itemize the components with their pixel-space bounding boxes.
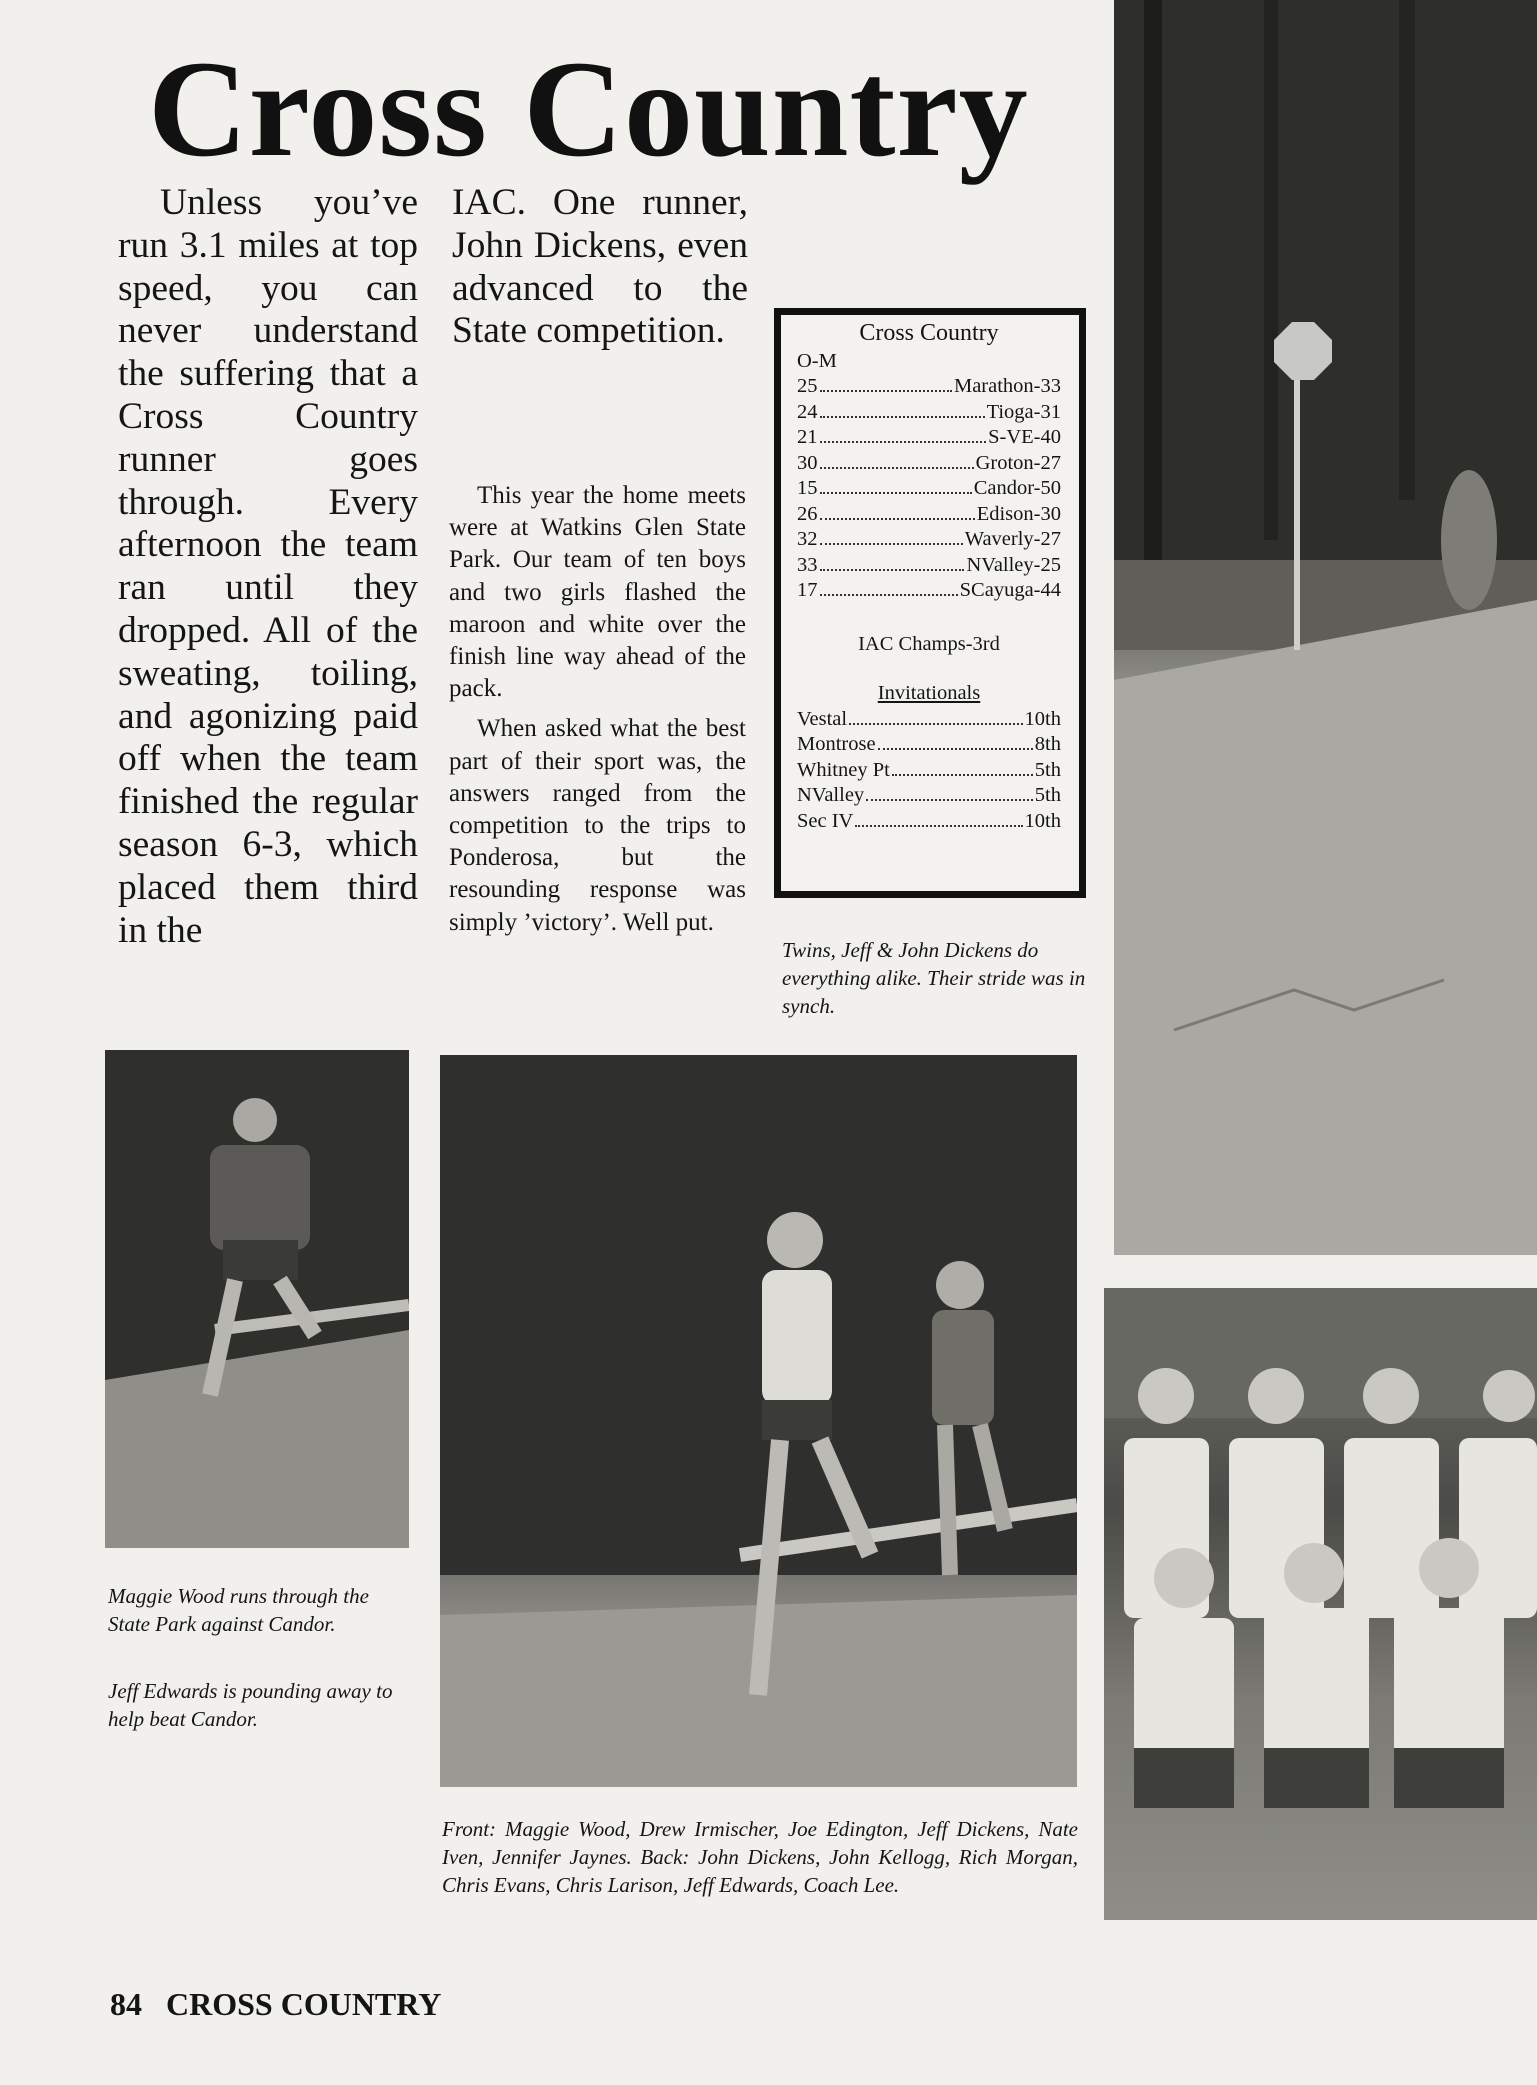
invitational-row bbox=[797, 809, 1061, 835]
dot-leader bbox=[820, 467, 974, 469]
invitationals-title: Invitationals bbox=[877, 682, 981, 704]
meet-row-left: 33 bbox=[797, 553, 818, 576]
caption-twins: Twins, Jeff & John Dickens do everything alike. Their stride was in synch. bbox=[782, 938, 1086, 1018]
caption-maggie: Maggie Wood runs through the State Park against Candor. bbox=[108, 1584, 369, 1636]
invitational-row-right: 5th bbox=[1034, 758, 1061, 781]
dot-leader bbox=[892, 774, 1033, 776]
meet-row-right: Groton-27 bbox=[975, 451, 1061, 474]
dot-leader bbox=[820, 441, 987, 443]
caption-team: Front: Maggie Wood, Drew Irmischer, Joe Edington, Jeff Dickens, Nate Iven, Jennifer Jaynes. Back: John Dickens, John Kellogg, Rich Morgan, Chris Evans, Chris Larison, Jeff Edwards, Coach Lee. bbox=[442, 1817, 1078, 1897]
dot-leader bbox=[855, 825, 1022, 827]
meet-row-right: Candor-50 bbox=[973, 477, 1061, 499]
meet-row-left: 26 bbox=[797, 502, 818, 525]
invitational-row bbox=[797, 758, 1061, 784]
invitational-row bbox=[797, 732, 1061, 758]
meet-row-right: Edison-30 bbox=[976, 502, 1061, 525]
meet-row-right: SCayuga-44 bbox=[959, 579, 1061, 601]
meet-row-left: 15 bbox=[797, 477, 818, 499]
section-label: CROSS COUNTRY bbox=[166, 1986, 442, 2022]
invitational-row bbox=[797, 707, 1061, 733]
meet-row bbox=[797, 425, 1061, 451]
invitational-row-right: 5th bbox=[1034, 784, 1061, 806]
meet-row bbox=[797, 502, 1061, 528]
story-column-1 bbox=[118, 182, 418, 952]
meet-row bbox=[797, 527, 1061, 553]
story-column-2-large: IAC. One runner, John Dickens, even advanced to the State competition. bbox=[452, 182, 748, 352]
dot-leader bbox=[849, 723, 1022, 725]
photo-maggie bbox=[105, 1050, 409, 1548]
invitationals-list bbox=[797, 707, 1061, 835]
twins-photo-art bbox=[1114, 0, 1537, 1255]
dot-leader bbox=[820, 492, 972, 494]
scoreboard-box bbox=[774, 308, 1086, 898]
dot-leader bbox=[820, 518, 975, 520]
story-paragraph: When asked what the best part of their sport was, the answers ranged from the competition to the trips to Ponderosa, but the resounding response was simply ’victory’. Well put. bbox=[449, 715, 746, 936]
story-column-2 bbox=[449, 480, 746, 939]
dot-leader bbox=[878, 748, 1033, 750]
meet-row-right: Tioga-31 bbox=[986, 400, 1061, 423]
meet-row bbox=[797, 578, 1061, 604]
page-title: Cross Country bbox=[148, 32, 1029, 185]
dot-leader bbox=[820, 416, 985, 418]
meet-row-left: 32 bbox=[797, 528, 818, 550]
meet-row-left: 30 bbox=[797, 451, 818, 474]
invitational-row-right: 8th bbox=[1034, 733, 1061, 755]
page-number: 84 bbox=[110, 1986, 142, 2022]
meet-results-list bbox=[797, 374, 1061, 604]
scoreboard-header: O-M bbox=[797, 349, 837, 372]
dot-leader bbox=[820, 543, 963, 545]
story-paragraph: This year the home meets were at Watkins Glen State Park. Our team of ten boys and two girls flashed the maroon and white over the finish line way ahead of the pack. bbox=[449, 482, 746, 703]
meet-row bbox=[797, 553, 1061, 579]
invitational-row-left: Vestal bbox=[797, 707, 848, 730]
meet-row-left: 25 bbox=[797, 375, 818, 397]
photo-jeff-edwards bbox=[440, 1055, 1077, 1787]
meet-row-right: S-VE-40 bbox=[988, 426, 1061, 448]
meet-row-right: NValley-25 bbox=[966, 553, 1061, 576]
meet-row-right: Marathon-33 bbox=[953, 375, 1061, 397]
dot-leader bbox=[820, 569, 965, 571]
meet-row-left: 17 bbox=[797, 579, 818, 601]
dot-leader bbox=[866, 799, 1033, 801]
jeff-photo-art bbox=[440, 1055, 1077, 1787]
team-photo-art bbox=[1104, 1288, 1537, 1920]
meet-row bbox=[797, 374, 1061, 400]
invitational-row-left: NValley bbox=[797, 784, 865, 806]
invitational-row-left: Whitney Pt bbox=[797, 758, 890, 781]
invitational-row bbox=[797, 783, 1061, 809]
meet-row bbox=[797, 400, 1061, 426]
meet-row-left: 21 bbox=[797, 426, 818, 448]
maggie-photo-art bbox=[105, 1050, 409, 1548]
meet-row bbox=[797, 451, 1061, 477]
dot-leader bbox=[820, 594, 958, 596]
meet-row-right: Waverly-27 bbox=[964, 528, 1061, 550]
scoreboard-title: Cross Country bbox=[859, 320, 999, 346]
invitational-row-left: Montrose bbox=[797, 733, 876, 755]
meet-row bbox=[797, 476, 1061, 502]
invitational-row-right: 10th bbox=[1024, 809, 1061, 832]
iac-result: IAC Champs-3rd bbox=[858, 632, 1000, 655]
page-footer bbox=[110, 1986, 441, 2023]
invitational-row-right: 10th bbox=[1024, 707, 1061, 730]
dot-leader bbox=[820, 390, 952, 392]
story-col1-text: Unless you’ve run 3.1 miles at top speed, you can never understand the suffering that a Cross Country runner goes through. Every afternoon the team ran until they dropped. All of the sweating, toiling, and agonizing paid off when the team finished the regular season 6-3, which placed them third in the bbox=[118, 182, 418, 951]
invitational-row-left: Sec IV bbox=[797, 809, 854, 832]
meet-row-left: 24 bbox=[797, 400, 818, 423]
photo-twins-road bbox=[1114, 0, 1537, 1255]
caption-jeff: Jeff Edwards is pounding away to help beat Candor. bbox=[108, 1679, 393, 1731]
photo-team bbox=[1104, 1288, 1537, 1920]
